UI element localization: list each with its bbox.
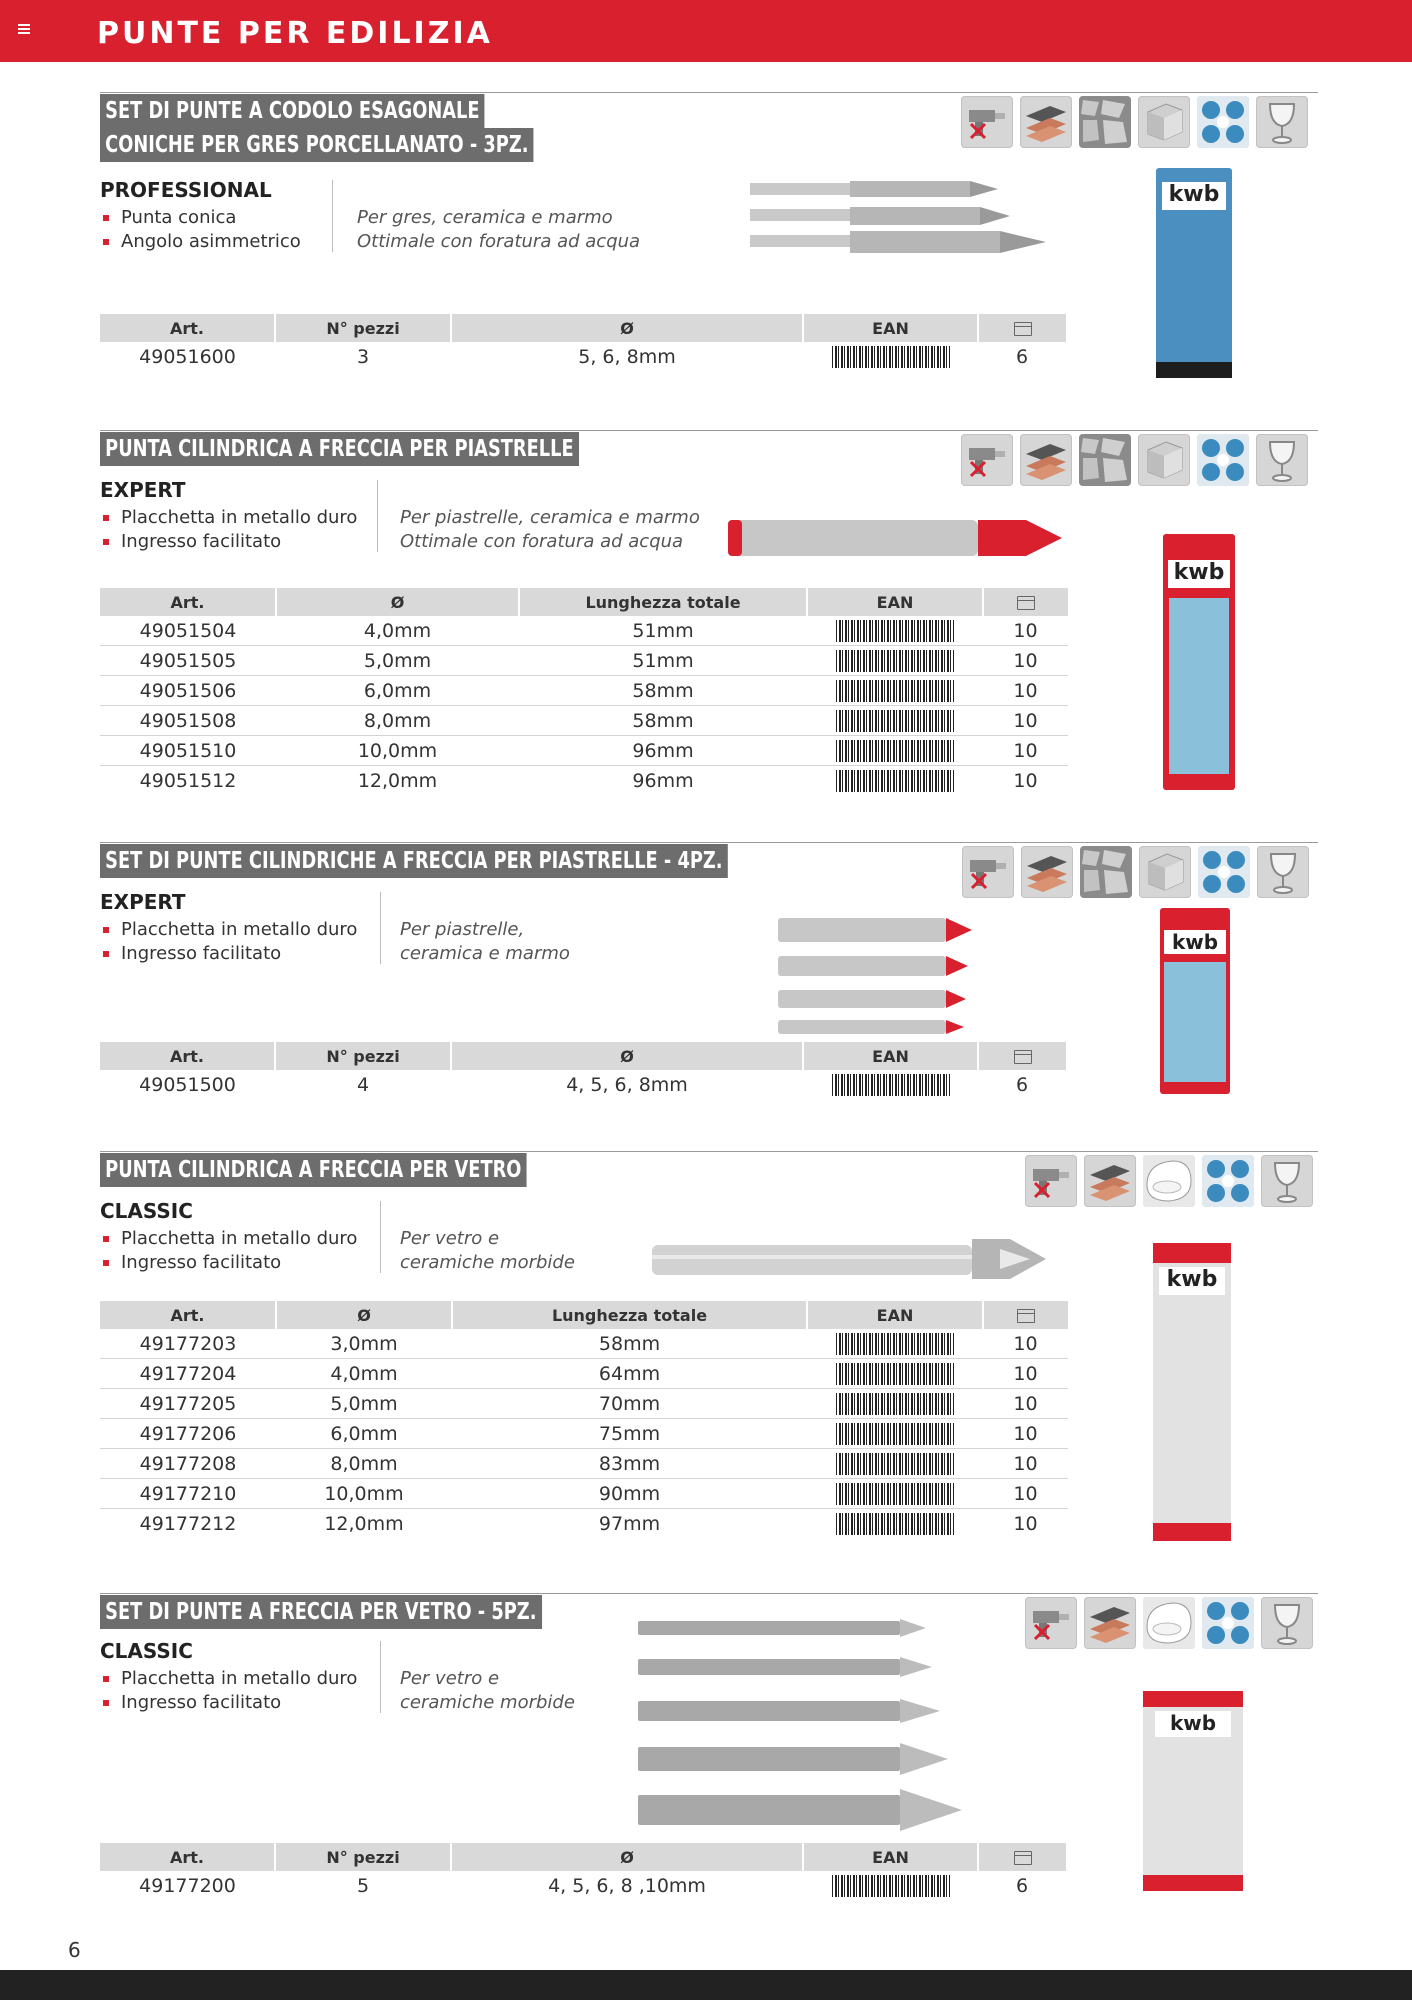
menu-icon[interactable] [18,24,30,34]
col-art: Art. [100,1042,275,1070]
drill-bits-image [748,177,1048,267]
usage-notes [400,506,700,554]
marble-icon [1139,846,1191,898]
col-carton [978,1843,1066,1871]
spec-table [100,1301,1068,1538]
material-icons [1025,1597,1313,1649]
stone-icon [1079,434,1131,486]
feature-item: Punta conica [100,206,301,230]
barcode [832,1074,950,1096]
col-art: Art. [100,314,275,342]
col-art: Art. [100,1843,275,1871]
marble-icon [1138,96,1190,148]
table-row: 49051505 5,0mm 51mm 10 [100,646,1068,676]
usage-line: ceramiche morbide [400,1692,575,1713]
page-number: 6 [68,1938,81,1962]
spec-table [100,1843,1066,1900]
usage-line: Ottimale con foratura ad acqua [400,531,684,552]
col-pieces: N° pezzi [275,1042,451,1070]
feature-item: Ingresso facilitato [100,530,357,554]
marble-icon [1138,434,1190,486]
col-carton [978,314,1066,342]
table-row: 49051600 3 5, 6, 8mm 6 [139,345,1029,368]
table-row: 49051508 8,0mm 58mm 10 [100,706,1068,736]
col-carton [978,1042,1066,1070]
product-grade: EXPERT [100,478,186,502]
usage-notes [400,918,570,966]
section-title: CONICHE PER GRES PORCELLANATO - 3PZ. [100,128,534,162]
col-pieces: N° pezzi [275,1843,451,1871]
glass-icon [1257,846,1309,898]
porcelain-icon [1202,1155,1254,1207]
carton-icon [1014,1050,1032,1064]
feature-item: Placchetta in metallo duro [100,1667,357,1691]
barcode [836,770,954,792]
drill-no-hammer-icon [961,96,1013,148]
usage-notes [400,1667,575,1715]
feature-list [100,918,357,966]
carton-icon [1014,322,1032,336]
section-title: SET DI PUNTE A FRECCIA PER VETRO - 5PZ. [100,1595,542,1629]
barcode [836,740,954,762]
feature-item: Ingresso facilitato [100,942,357,966]
material-icons [961,96,1308,148]
usage-notes [400,1227,575,1275]
drill-bit-image [726,512,1066,568]
feature-item: Placchetta in metallo duro [100,506,357,530]
packaging-image [1143,1691,1243,1891]
product-grade: CLASSIC [100,1199,193,1223]
barcode [836,1423,954,1445]
feature-list [100,206,301,254]
table-row: 49177200 5 4, 5, 6, 8 ,10mm 6 [139,1874,1029,1897]
page-title: PUNTE PER EDILIZIA [97,16,493,51]
porcelain-icon [1197,434,1249,486]
barcode [836,710,954,732]
usage-line: Per vetro e [400,1668,500,1689]
porcelain-icon [1202,1597,1254,1649]
brand-logo: kwb [1168,560,1230,588]
col-diameter: Ø [451,314,803,342]
table-row: 49051506 6,0mm 58mm 10 [100,676,1068,706]
barcode [836,1453,954,1475]
usage-line: Ottimale con foratura ad acqua [357,231,641,252]
section-title: PUNTA CILINDRICA A FRECCIA PER VETRO [100,1153,527,1187]
drill-no-hammer-icon [962,846,1014,898]
section-title: SET DI PUNTE A CODOLO ESAGONALE [100,94,485,128]
usage-line: ceramica e marmo [400,943,570,964]
col-diameter: Ø [451,1843,803,1871]
col-art: Art. [100,588,276,616]
spec-table [100,588,1068,795]
section-title: SET DI PUNTE CILINDRICHE A FRECCIA PER PIASTRELLE - 4PZ. [100,844,728,878]
drill-no-hammer-icon [1025,1155,1077,1207]
brand-logo: kwb [1162,182,1226,210]
section-title: PUNTA CILINDRICA A FRECCIA PER PIASTRELLE [100,432,579,466]
usage-line: Per piastrelle, ceramica e marmo [400,507,700,528]
porcelain-icon [1198,846,1250,898]
barcode [836,1393,954,1415]
col-diameter: Ø [276,588,519,616]
barcode [832,1875,950,1897]
col-ean: EAN [803,1042,978,1070]
brand-logo: kwb [1155,1711,1231,1737]
packaging-image [1156,168,1232,378]
brand-logo: kwb [1164,930,1226,954]
table-row: 49177206 6,0mm 75mm 10 [100,1419,1068,1449]
footer-bar [0,1970,1412,2000]
col-ean: EAN [803,1843,978,1871]
feature-list [100,506,357,554]
table-row: 49177205 5,0mm 70mm 10 [100,1389,1068,1419]
feature-item: Ingresso facilitato [100,1691,357,1715]
glass-icon [1261,1155,1313,1207]
drill-bits-image [776,914,996,1044]
tile-icon [1020,96,1072,148]
spec-table [100,1042,1066,1099]
stone-icon [1080,846,1132,898]
usage-line: Per piastrelle, [400,919,525,940]
usage-line: Per vetro e [400,1228,500,1249]
packaging-image [1153,1243,1231,1541]
feature-item: Ingresso facilitato [100,1251,357,1275]
packaging-image [1163,534,1235,790]
drill-bits-image [636,1613,1036,1833]
table-row: 49177203 3,0mm 58mm 10 [100,1329,1068,1359]
col-length: Lunghezza totale [519,588,807,616]
col-length: Lunghezza totale [452,1301,807,1329]
barcode [836,680,954,702]
feature-item: Placchetta in metallo duro [100,1227,357,1251]
porcelain-icon [1197,96,1249,148]
tile-icon [1020,434,1072,486]
table-row: 49177208 8,0mm 83mm 10 [100,1449,1068,1479]
table-row: 49177212 12,0mm 97mm 10 [139,1512,1038,1535]
barcode [836,1363,954,1385]
col-ean: EAN [807,588,983,616]
material-icons [961,434,1308,486]
material-icons [962,846,1309,898]
carton-icon [1014,1851,1032,1865]
stone-icon [1079,96,1131,148]
col-ean: EAN [803,314,978,342]
col-carton [983,1301,1068,1329]
table-row: 49051500 4 4, 5, 6, 8mm 6 [139,1073,1029,1096]
col-art: Art. [100,1301,276,1329]
feature-list [100,1667,357,1715]
spec-table [100,314,1066,371]
carton-icon [1017,1309,1035,1323]
tile-icon [1084,1155,1136,1207]
col-diameter: Ø [451,1042,803,1070]
col-carton [983,588,1068,616]
tile-icon [1084,1597,1136,1649]
barcode [836,1483,954,1505]
product-grade: PROFESSIONAL [100,178,272,202]
feature-item: Angolo asimmetrico [100,230,301,254]
table-row: 49177204 4,0mm 64mm 10 [100,1359,1068,1389]
barcode [836,1333,954,1355]
carton-icon [1017,596,1035,610]
barcode [836,650,954,672]
feature-list [100,1227,357,1275]
ceramic-plate-icon [1143,1597,1195,1649]
table-row: 49051510 10,0mm 96mm 10 [100,736,1068,766]
ceramic-plate-icon [1143,1155,1195,1207]
drill-no-hammer-icon [961,434,1013,486]
tile-icon [1021,846,1073,898]
usage-line: ceramiche morbide [400,1252,575,1273]
glass-icon [1256,96,1308,148]
brand-logo: kwb [1159,1267,1225,1295]
barcode [832,346,950,368]
table-row: 49051512 12,0mm 96mm 10 [139,769,1038,792]
glass-icon [1256,434,1308,486]
header-bar [0,0,1412,62]
product-grade: EXPERT [100,890,186,914]
col-diameter: Ø [276,1301,452,1329]
barcode [836,620,954,642]
barcode [836,1513,954,1535]
table-row: 49177210 10,0mm 90mm 10 [100,1479,1068,1509]
material-icons [1025,1155,1313,1207]
product-grade: CLASSIC [100,1639,193,1663]
feature-item: Placchetta in metallo duro [100,918,357,942]
table-row: 49051504 4,0mm 51mm 10 [100,616,1068,646]
drill-bit-image [650,1233,1050,1289]
usage-notes [357,206,640,254]
packaging-image [1160,908,1230,1094]
col-pieces: N° pezzi [275,314,451,342]
col-ean: EAN [807,1301,983,1329]
glass-icon [1261,1597,1313,1649]
usage-line: Per gres, ceramica e marmo [357,207,613,228]
